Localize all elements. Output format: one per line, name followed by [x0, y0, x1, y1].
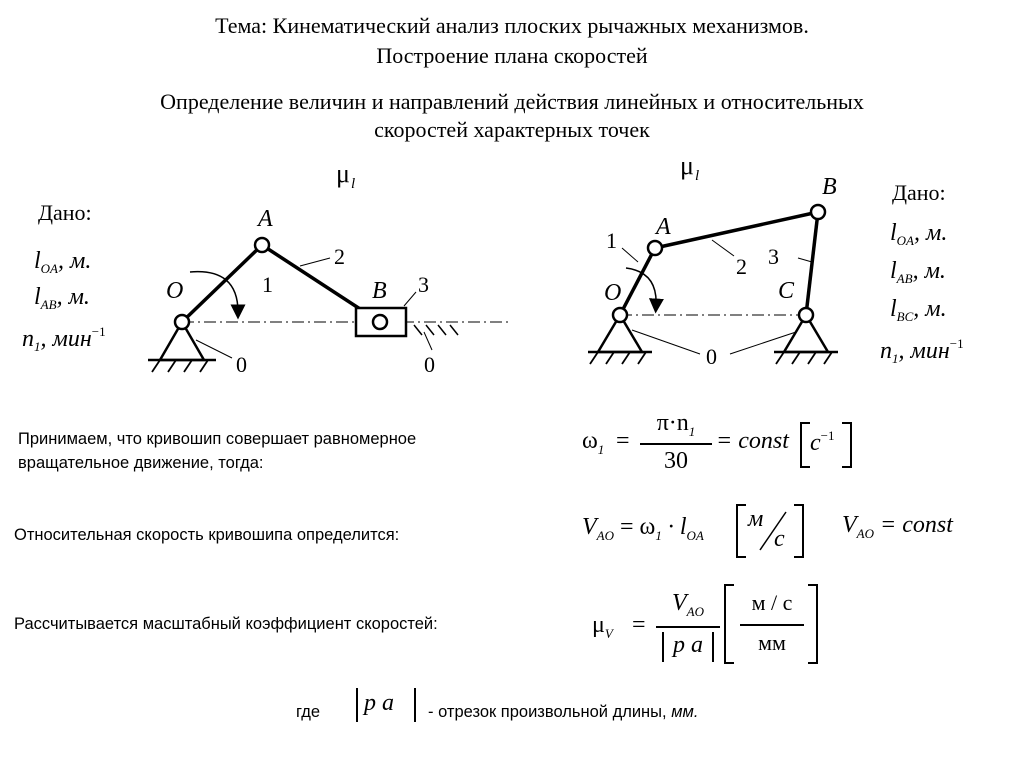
joint-b	[373, 315, 387, 329]
formula-omega-rhs: = const	[716, 428, 789, 454]
unit-slash	[752, 508, 792, 554]
topic-title: Тема: Кинематический анализ плоских рычажных механизмов.	[215, 13, 809, 38]
param-l-oa-left: $l_{OA}$, м.	[34, 248, 92, 276]
coupler-link-ab	[655, 212, 818, 248]
section-heading-line1: Определение величин и направлений действия линейных и относительных	[160, 89, 864, 114]
label-point-o: O	[166, 278, 184, 304]
statement-velocity-scale: Рассчитывается масштабный коэффициент скоростей:	[14, 615, 438, 633]
param-l-bc-right: $l_{BC}$, м.	[890, 296, 947, 324]
label-point-a-right: A	[656, 214, 671, 240]
label-point-b: B	[372, 278, 387, 304]
bracket-left-vao	[736, 504, 746, 558]
joint-a-right	[648, 241, 662, 255]
rocker-link-bc	[806, 212, 818, 315]
joint-a	[255, 238, 269, 252]
bracket-right	[842, 422, 852, 468]
label-link-3-right: 3	[768, 244, 779, 269]
label-link-1: 1	[262, 272, 273, 297]
given-label-right: Дано:	[892, 180, 946, 205]
scale-sub-left: l	[351, 176, 356, 192]
label-link-2-right: 2	[736, 254, 747, 279]
formula-omega: $\omega_1$	[582, 428, 605, 457]
leader-link-3-right	[798, 258, 812, 262]
label-point-b-right: B	[822, 174, 837, 200]
unit-fraction-bar	[740, 624, 804, 626]
formula-omega-eq: =	[616, 428, 630, 454]
unit-s: с	[774, 526, 785, 552]
footer-abs-left	[356, 688, 358, 722]
joint-o	[175, 315, 189, 329]
unit-m-per-s: м / с	[751, 590, 793, 615]
formula-mu-numerator: $V_{AO}$	[671, 590, 704, 619]
footer-pa: p a	[364, 690, 394, 716]
joint-o-right	[613, 308, 627, 322]
four-bar-mechanism	[588, 205, 838, 364]
formula-omega-unit: $c^{-1}$	[810, 428, 835, 456]
leader-link-2	[300, 258, 330, 266]
param-l-ab-left: $l_{AB}$, м.	[34, 284, 90, 312]
formula-vao: $V_{AO} = \omega_1 \cdot l_{OA}$	[582, 514, 704, 543]
formula-mu-fraction-bar	[656, 626, 720, 628]
statement-uniform-rotation: Принимаем, что кривошип совершает равномерное вращательное движение, тогда:	[18, 430, 417, 472]
footer-description: - отрезок произвольной длины, мм.	[428, 703, 699, 721]
bracket-right-mu	[808, 584, 818, 664]
label-ground-0-right: 0	[424, 352, 435, 377]
label-link-1-right: 1	[606, 228, 617, 253]
param-l-oa-right: $l_{OA}$, м.	[890, 220, 948, 248]
leader-ground-0-right	[424, 332, 432, 350]
abs-bar-right	[712, 632, 714, 662]
joint-c	[799, 308, 813, 322]
label-point-o-right: O	[604, 280, 622, 306]
bracket-left	[800, 422, 810, 468]
scale-sub-right: l	[695, 168, 700, 184]
section-heading-line2: скоростей характерных точек	[374, 117, 650, 142]
label-point-a: A	[258, 206, 273, 232]
unit-mm: мм	[758, 630, 786, 655]
bracket-right-vao	[794, 504, 804, 558]
label-point-c: C	[778, 278, 795, 304]
label-link-3: 3	[418, 272, 429, 297]
leader-link-1-right	[622, 248, 638, 262]
label-ground-0-right: 0	[706, 344, 717, 369]
slider-crank-mechanism	[148, 238, 512, 372]
bracket-left-mu	[724, 584, 734, 664]
footer-where: где	[296, 703, 321, 721]
crank-link-oa	[182, 245, 262, 322]
label-link-2: 2	[334, 244, 345, 269]
crank-link-oa-right	[620, 248, 655, 315]
formula-mu: $\mu_V$	[592, 612, 613, 641]
label-ground-0: 0	[236, 352, 247, 377]
param-n1-right: $n_1$, мин$^{-1}$	[880, 336, 964, 366]
given-label-left: Дано:	[38, 200, 92, 225]
scale-mu-right: μ	[680, 151, 694, 180]
param-n1-left: $n_1$, мин$^{-1}$	[22, 324, 106, 354]
leader-link-2-right	[712, 240, 734, 256]
unit-m: м	[748, 506, 764, 532]
topic-subtitle: Построение плана скоростей	[376, 43, 648, 68]
joint-b-right	[811, 205, 825, 219]
formula-omega-numerator: $\pi\cdot n_1$	[656, 410, 696, 439]
scale-mu-left: μ	[336, 159, 350, 188]
leader-link-3	[404, 292, 416, 306]
formula-omega-fraction-bar	[640, 443, 712, 445]
statement-relative-velocity: Относительная скорость кривошипа определится:	[14, 526, 400, 544]
formula-vao-const: $V_{AO}$ = const	[842, 512, 953, 541]
param-l-ab-right: $l_{AB}$, м.	[890, 258, 946, 286]
abs-bar-left	[662, 632, 664, 662]
formula-omega-denominator: 30	[664, 448, 688, 474]
formula-mu-eq: =	[632, 612, 646, 638]
formula-mu-denominator: p a	[673, 632, 703, 658]
footer-abs-right	[414, 688, 416, 722]
